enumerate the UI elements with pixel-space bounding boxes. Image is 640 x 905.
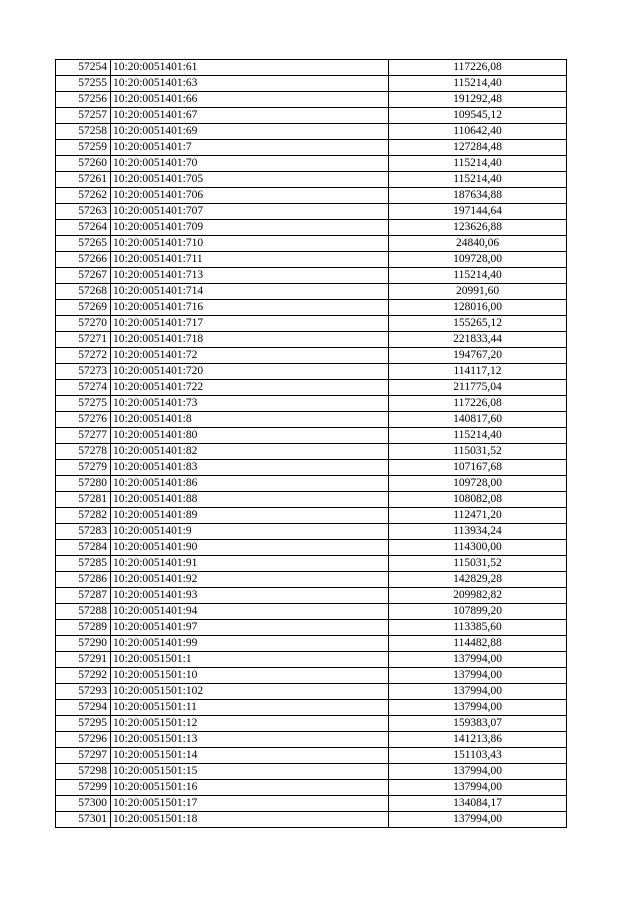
row-number-cell: 57293: [56, 684, 111, 700]
cadastral-number-cell: 10:20:0051401:61: [111, 60, 389, 76]
table-row: [56, 268, 567, 284]
table-row: [56, 460, 567, 476]
value-cell: 117226,08: [389, 60, 567, 76]
value-cell: 114117,12: [389, 364, 567, 380]
cadastral-number-cell: 10:20:0051401:94: [111, 604, 389, 620]
cadastral-number-cell: 10:20:0051401:91: [111, 556, 389, 572]
cadastral-number-cell: 10:20:0051401:709: [111, 220, 389, 236]
table-row: [56, 348, 567, 364]
row-number-cell: 57278: [56, 444, 111, 460]
row-number-cell: 57289: [56, 620, 111, 636]
value-cell: 142829,28: [389, 572, 567, 588]
value-cell: 112471,20: [389, 508, 567, 524]
value-cell: 137994,00: [389, 684, 567, 700]
value-cell: 191292,48: [389, 92, 567, 108]
cadastral-number-cell: 10:20:0051401:93: [111, 588, 389, 604]
cadastral-number-cell: 10:20:0051401:710: [111, 236, 389, 252]
value-cell: 113385,60: [389, 620, 567, 636]
row-number-cell: 57297: [56, 748, 111, 764]
table-row: [56, 396, 567, 412]
value-cell: 114300,00: [389, 540, 567, 556]
table-row: [56, 492, 567, 508]
value-cell: 115214,40: [389, 156, 567, 172]
value-cell: 123626,88: [389, 220, 567, 236]
cadastral-number-cell: 10:20:0051501:1: [111, 652, 389, 668]
row-number-cell: 57292: [56, 668, 111, 684]
cadastral-number-cell: 10:20:0051401:97: [111, 620, 389, 636]
row-number-cell: 57283: [56, 524, 111, 540]
data-table: [55, 59, 567, 828]
table-row: [56, 188, 567, 204]
cadastral-number-cell: 10:20:0051401:69: [111, 124, 389, 140]
value-cell: 194767,20: [389, 348, 567, 364]
value-cell: 211775,04: [389, 380, 567, 396]
row-number-cell: 57284: [56, 540, 111, 556]
row-number-cell: 57262: [56, 188, 111, 204]
table-row: [56, 236, 567, 252]
cadastral-number-cell: 10:20:0051501:10: [111, 668, 389, 684]
cadastral-number-cell: 10:20:0051401:711: [111, 252, 389, 268]
cadastral-number-cell: 10:20:0051401:83: [111, 460, 389, 476]
table-row: [56, 300, 567, 316]
row-number-cell: 57256: [56, 92, 111, 108]
row-number-cell: 57285: [56, 556, 111, 572]
table-row: [56, 76, 567, 92]
cadastral-number-cell: 10:20:0051401:8: [111, 412, 389, 428]
row-number-cell: 57276: [56, 412, 111, 428]
value-cell: 127284,48: [389, 140, 567, 156]
value-cell: 137994,00: [389, 668, 567, 684]
table-row: [56, 524, 567, 540]
cadastral-number-cell: 10:20:0051401:90: [111, 540, 389, 556]
row-number-cell: 57296: [56, 732, 111, 748]
cadastral-number-cell: 10:20:0051401:99: [111, 636, 389, 652]
table-row: [56, 700, 567, 716]
cadastral-number-cell: 10:20:0051401:722: [111, 380, 389, 396]
value-cell: 115031,52: [389, 444, 567, 460]
cadastral-number-cell: 10:20:0051401:713: [111, 268, 389, 284]
value-cell: 209982,82: [389, 588, 567, 604]
value-cell: 151103,43: [389, 748, 567, 764]
cadastral-number-cell: 10:20:0051401:707: [111, 204, 389, 220]
value-cell: 107167,68: [389, 460, 567, 476]
value-cell: 141213,86: [389, 732, 567, 748]
value-cell: 109545,12: [389, 108, 567, 124]
table-row: [56, 92, 567, 108]
row-number-cell: 57257: [56, 108, 111, 124]
table-row: [56, 636, 567, 652]
table-row: [56, 108, 567, 124]
value-cell: 110642,40: [389, 124, 567, 140]
table-row: [56, 252, 567, 268]
cadastral-number-cell: 10:20:0051401:88: [111, 492, 389, 508]
cadastral-number-cell: 10:20:0051501:16: [111, 780, 389, 796]
value-cell: 115214,40: [389, 76, 567, 92]
table-row: [56, 156, 567, 172]
value-cell: 197144,64: [389, 204, 567, 220]
table-row: [56, 732, 567, 748]
value-cell: 128016,00: [389, 300, 567, 316]
row-number-cell: 57275: [56, 396, 111, 412]
cadastral-number-cell: 10:20:0051401:92: [111, 572, 389, 588]
cadastral-number-cell: 10:20:0051401:67: [111, 108, 389, 124]
value-cell: 114482,88: [389, 636, 567, 652]
table-row: [56, 380, 567, 396]
table-row: [56, 220, 567, 236]
cadastral-number-cell: 10:20:0051401:714: [111, 284, 389, 300]
cadastral-number-cell: 10:20:0051401:86: [111, 476, 389, 492]
value-cell: 115214,40: [389, 268, 567, 284]
value-cell: 137994,00: [389, 652, 567, 668]
value-cell: 113934,24: [389, 524, 567, 540]
table-row: [56, 604, 567, 620]
row-number-cell: 57254: [56, 60, 111, 76]
row-number-cell: 57261: [56, 172, 111, 188]
value-cell: 221833,44: [389, 332, 567, 348]
table-row: [56, 780, 567, 796]
cadastral-number-cell: 10:20:0051401:718: [111, 332, 389, 348]
cadastral-number-cell: 10:20:0051401:705: [111, 172, 389, 188]
row-number-cell: 57288: [56, 604, 111, 620]
table-row: [56, 284, 567, 300]
table-row: [56, 812, 567, 828]
row-number-cell: 57291: [56, 652, 111, 668]
data-table-body: [56, 60, 567, 828]
row-number-cell: 57300: [56, 796, 111, 812]
value-cell: 117226,08: [389, 396, 567, 412]
cadastral-number-cell: 10:20:0051501:12: [111, 716, 389, 732]
row-number-cell: 57273: [56, 364, 111, 380]
value-cell: 137994,00: [389, 700, 567, 716]
row-number-cell: 57267: [56, 268, 111, 284]
cadastral-number-cell: 10:20:0051401:9: [111, 524, 389, 540]
cadastral-number-cell: 10:20:0051501:102: [111, 684, 389, 700]
table-row: [56, 540, 567, 556]
value-cell: 137994,00: [389, 812, 567, 828]
value-cell: 155265,12: [389, 316, 567, 332]
table-row: [56, 716, 567, 732]
row-number-cell: 57263: [56, 204, 111, 220]
table-row: [56, 332, 567, 348]
cadastral-number-cell: 10:20:0051501:17: [111, 796, 389, 812]
value-cell: 107899,20: [389, 604, 567, 620]
table-row: [56, 588, 567, 604]
row-number-cell: 57265: [56, 236, 111, 252]
value-cell: 24840,06: [389, 236, 567, 252]
row-number-cell: 57271: [56, 332, 111, 348]
value-cell: 109728,00: [389, 252, 567, 268]
value-cell: 115031,52: [389, 556, 567, 572]
table-row: [56, 668, 567, 684]
cadastral-number-cell: 10:20:0051401:73: [111, 396, 389, 412]
row-number-cell: 57269: [56, 300, 111, 316]
row-number-cell: 57268: [56, 284, 111, 300]
table-row: [56, 316, 567, 332]
table-row: [56, 444, 567, 460]
row-number-cell: 57299: [56, 780, 111, 796]
row-number-cell: 57282: [56, 508, 111, 524]
cadastral-number-cell: 10:20:0051401:706: [111, 188, 389, 204]
cadastral-number-cell: 10:20:0051401:720: [111, 364, 389, 380]
cadastral-number-cell: 10:20:0051501:14: [111, 748, 389, 764]
table-row: [56, 652, 567, 668]
value-cell: 20991,60: [389, 284, 567, 300]
row-number-cell: 57280: [56, 476, 111, 492]
cadastral-number-cell: 10:20:0051501:13: [111, 732, 389, 748]
row-number-cell: 57301: [56, 812, 111, 828]
table-row: [56, 204, 567, 220]
table-row: [56, 748, 567, 764]
cadastral-number-cell: 10:20:0051401:63: [111, 76, 389, 92]
value-cell: 134084,17: [389, 796, 567, 812]
row-number-cell: 57294: [56, 700, 111, 716]
row-number-cell: 57279: [56, 460, 111, 476]
row-number-cell: 57286: [56, 572, 111, 588]
row-number-cell: 57270: [56, 316, 111, 332]
value-cell: 108082,08: [389, 492, 567, 508]
row-number-cell: 57266: [56, 252, 111, 268]
row-number-cell: 57277: [56, 428, 111, 444]
row-number-cell: 57290: [56, 636, 111, 652]
cadastral-number-cell: 10:20:0051401:66: [111, 92, 389, 108]
row-number-cell: 57255: [56, 76, 111, 92]
table-row: [56, 572, 567, 588]
cadastral-number-cell: 10:20:0051501:15: [111, 764, 389, 780]
row-number-cell: 57264: [56, 220, 111, 236]
value-cell: 137994,00: [389, 764, 567, 780]
cadastral-number-cell: 10:20:0051501:11: [111, 700, 389, 716]
row-number-cell: 57281: [56, 492, 111, 508]
row-number-cell: 57298: [56, 764, 111, 780]
value-cell: 140817,60: [389, 412, 567, 428]
cadastral-number-cell: 10:20:0051401:89: [111, 508, 389, 524]
cadastral-number-cell: 10:20:0051401:7: [111, 140, 389, 156]
value-cell: 159383,07: [389, 716, 567, 732]
table-row: [56, 172, 567, 188]
table-row: [56, 556, 567, 572]
value-cell: 109728,00: [389, 476, 567, 492]
table-row: [56, 620, 567, 636]
value-cell: 137994,00: [389, 780, 567, 796]
row-number-cell: 57260: [56, 156, 111, 172]
table-row: [56, 796, 567, 812]
table-row: [56, 140, 567, 156]
table-row: [56, 476, 567, 492]
table-row: [56, 412, 567, 428]
row-number-cell: 57272: [56, 348, 111, 364]
value-cell: 115214,40: [389, 428, 567, 444]
cadastral-number-cell: 10:20:0051401:80: [111, 428, 389, 444]
cadastral-number-cell: 10:20:0051401:716: [111, 300, 389, 316]
cadastral-number-cell: 10:20:0051401:70: [111, 156, 389, 172]
table-row: [56, 508, 567, 524]
table-row: [56, 60, 567, 76]
table-row: [56, 428, 567, 444]
table-row: [56, 684, 567, 700]
value-cell: 187634,88: [389, 188, 567, 204]
table-row: [56, 124, 567, 140]
row-number-cell: 57287: [56, 588, 111, 604]
row-number-cell: 57259: [56, 140, 111, 156]
row-number-cell: 57295: [56, 716, 111, 732]
cadastral-number-cell: 10:20:0051401:717: [111, 316, 389, 332]
value-cell: 115214,40: [389, 172, 567, 188]
cadastral-number-cell: 10:20:0051401:72: [111, 348, 389, 364]
row-number-cell: 57258: [56, 124, 111, 140]
cadastral-number-cell: 10:20:0051501:18: [111, 812, 389, 828]
row-number-cell: 57274: [56, 380, 111, 396]
table-row: [56, 764, 567, 780]
table-row: [56, 364, 567, 380]
cadastral-number-cell: 10:20:0051401:82: [111, 444, 389, 460]
